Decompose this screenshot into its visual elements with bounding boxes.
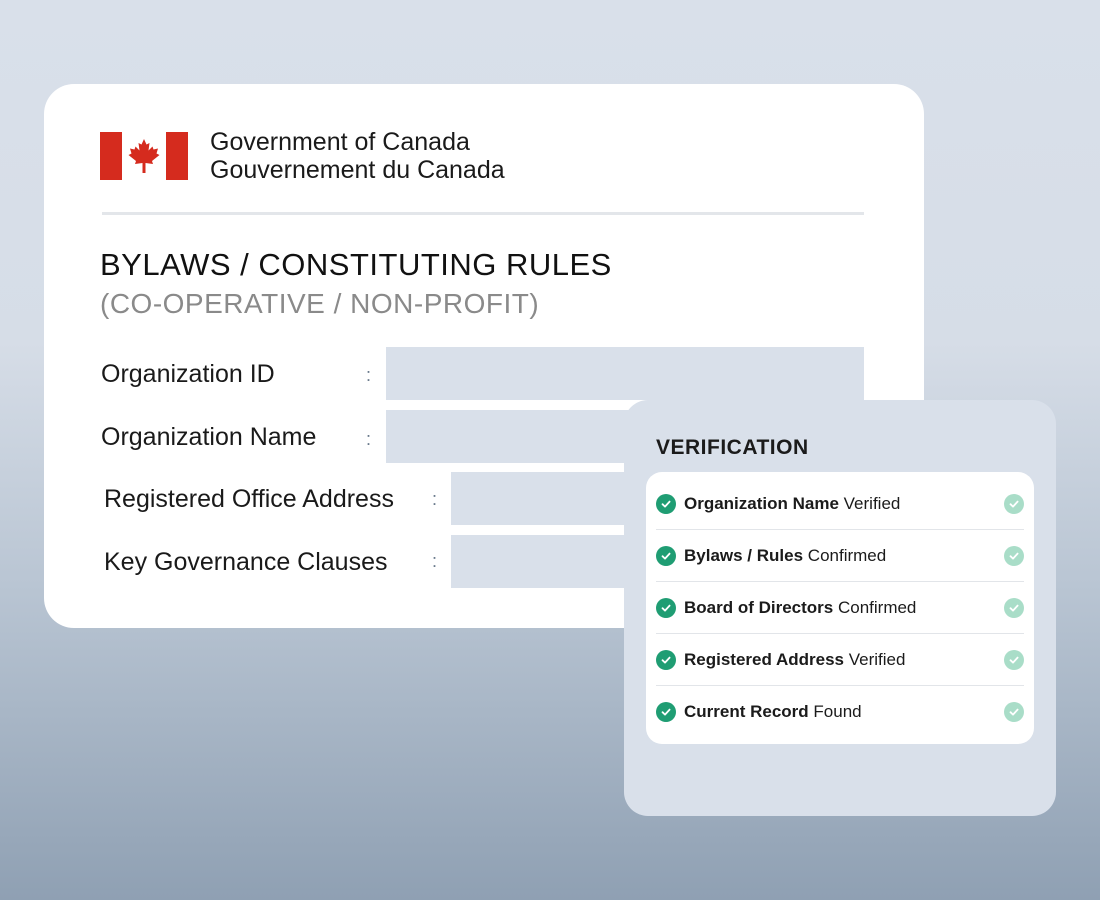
header-divider (102, 212, 864, 215)
check-circle-icon (656, 494, 676, 514)
status-check-icon (1004, 650, 1024, 670)
verification-item-text (684, 598, 916, 618)
verification-item (656, 686, 1024, 738)
status-check-icon (1004, 702, 1024, 722)
field-label-key-governance-clauses: Key Governance Clauses (104, 548, 388, 576)
field-label-organization-name: Organization Name (101, 423, 317, 451)
check-circle-icon (656, 702, 676, 722)
verification-item-text (684, 702, 862, 722)
status-check-icon (1004, 598, 1024, 618)
check-circle-icon (656, 598, 676, 618)
status-check-icon (1004, 546, 1024, 566)
field-label-registered-office-address: Registered Office Address (104, 485, 394, 513)
verification-item-status: Verified (843, 649, 906, 669)
verification-item-status: Confirmed (833, 597, 917, 617)
verification-item-name: Registered Address (684, 649, 844, 669)
verification-item-text (684, 494, 900, 514)
organization-id-field[interactable] (386, 347, 864, 400)
verification-item-text (684, 546, 886, 566)
field-colon: : (366, 365, 372, 385)
verification-item-status: Confirmed (803, 545, 887, 565)
field-label-organization-id: Organization ID (101, 360, 275, 388)
document-subtitle: (CO-OPERATIVE / NON-PROFIT) (100, 288, 540, 319)
verification-item-name: Board of Directors (684, 597, 834, 617)
verification-item (656, 478, 1024, 530)
verification-item-name: Bylaws / Rules (684, 545, 804, 565)
verification-panel (624, 400, 1056, 816)
verification-list (646, 472, 1034, 744)
canada-flag-icon (100, 132, 188, 180)
verification-item (656, 634, 1024, 686)
check-circle-icon (656, 546, 676, 566)
gov-name-english: Government of Canada (210, 128, 470, 156)
verification-item-name: Organization Name (684, 493, 839, 513)
verification-item-status: Found (808, 702, 862, 721)
field-colon: : (432, 489, 438, 509)
verification-item-status: Verified (838, 493, 901, 513)
field-colon: : (432, 551, 438, 571)
status-check-icon (1004, 494, 1024, 514)
document-title: BYLAWS / CONSTITUTING RULES (100, 247, 612, 282)
gov-name-french: Gouvernement du Canada (210, 156, 505, 184)
verification-item-text (684, 650, 905, 670)
verification-item-name: Current Record (684, 702, 809, 721)
check-circle-icon (656, 650, 676, 670)
verification-item (656, 582, 1024, 634)
verification-title: VERIFICATION (656, 436, 809, 459)
field-colon: : (366, 429, 372, 449)
verification-item (656, 530, 1024, 582)
government-header (100, 128, 505, 184)
